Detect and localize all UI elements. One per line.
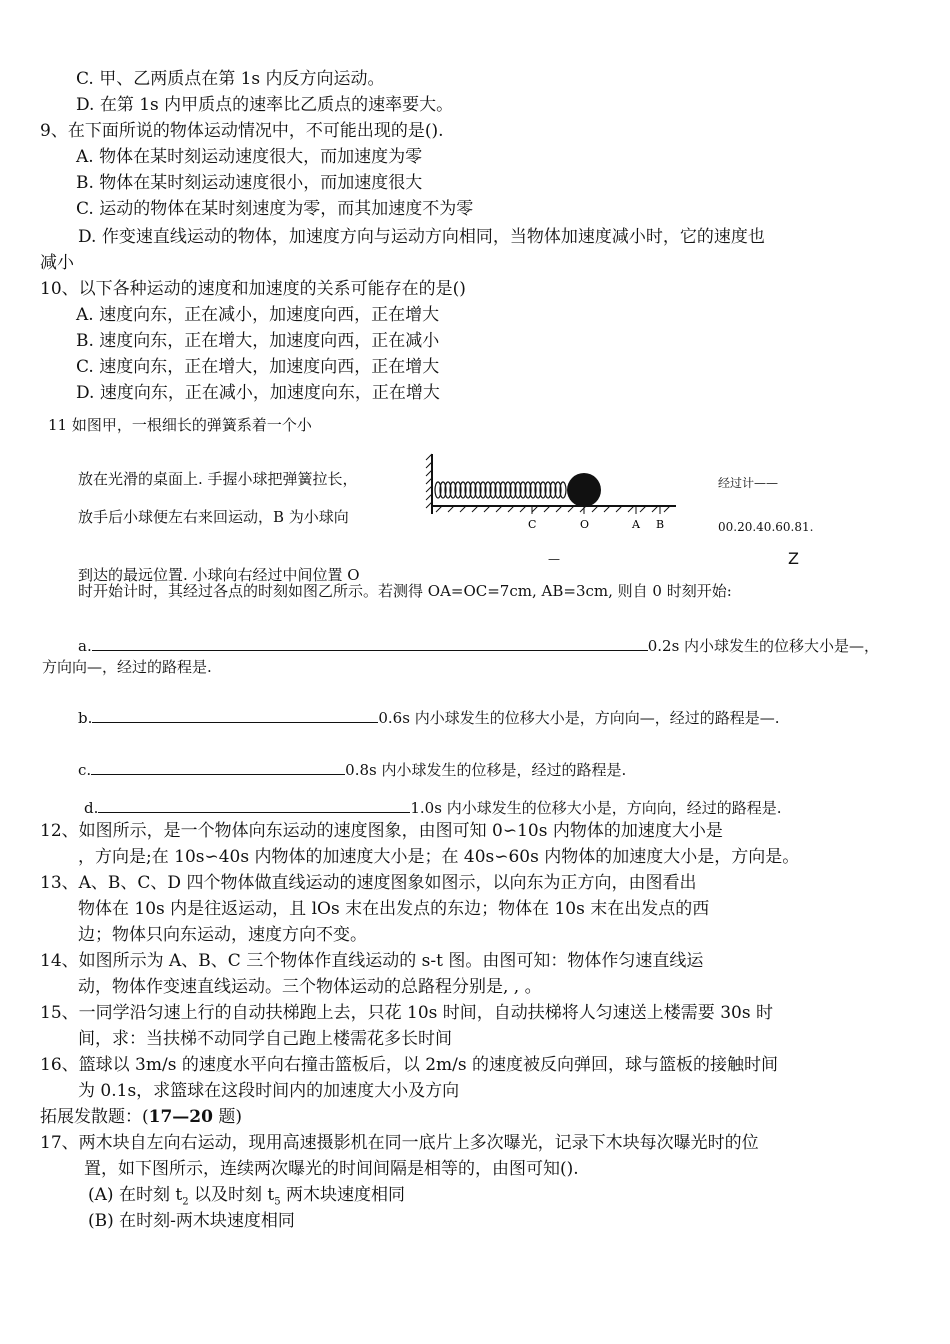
q17-option-a bbox=[88, 1184, 405, 1213]
q11-part-b bbox=[78, 706, 779, 729]
extension-heading-pre: 拓展发散题：( bbox=[40, 1107, 149, 1127]
q13-stem-cont1: 物体在 10s 内是往返运动，且 lOs 末在出发点的东边；物体在 10s 末在出发点的西 bbox=[78, 899, 710, 919]
q10-option-b: B. 速度向东，正在增大，加速度向西，正在减小 bbox=[76, 331, 440, 351]
q15-stem-cont: 间，求：当扶梯不动同学自己跑上楼需花多长时间 bbox=[78, 1029, 452, 1049]
spring-ball-figure bbox=[424, 448, 694, 538]
label-a: A bbox=[632, 518, 640, 531]
q16-stem: 16、篮球以 3m/s 的速度水平向右撞击篮板后，以 2m/s 的速度被反向弹回，球与篮板的接触时间 bbox=[40, 1055, 779, 1075]
q11-part-d bbox=[84, 796, 781, 819]
q16-stem-cont: 为 0.1s，求篮球在这段时间内的加速度大小及方向 bbox=[78, 1081, 460, 1101]
q11-figure-b-caption: 经过计—— bbox=[718, 476, 779, 490]
label-b: B bbox=[656, 518, 665, 531]
q11-text-line1: 放在光滑的桌面上. 手握小球把弹簧拉长， bbox=[78, 470, 358, 488]
q10-option-d: D. 速度向东，正在减小，加速度向东，正在增大 bbox=[76, 383, 440, 403]
q11-part-c-label: c. bbox=[78, 761, 92, 779]
q17-option-a-post: 两木块速度相同 bbox=[280, 1185, 405, 1205]
q11-part-b-label: b. bbox=[78, 709, 93, 727]
q11-text-line2: 放手后小球便左右来回运动，B 为小球向 bbox=[78, 508, 349, 526]
q17-option-b: (B) 在时刻-两木块速度相同 bbox=[88, 1211, 295, 1231]
q13-stem: 13、A、B、C、D 四个物体做直线运动的速度图象如图示，以向东为正方向，由图看出 bbox=[40, 873, 697, 893]
q11-text-line3: 到达的最远位置. 小球向右经过中间位置 O bbox=[78, 566, 360, 584]
q9-option-d-cont: 减小 bbox=[40, 253, 74, 273]
q11-part-a-text: 0.2s 内小球发生的位移大小是—， bbox=[647, 637, 880, 655]
spring-coil bbox=[435, 482, 566, 498]
q14-stem-cont: 动，物体作变速直线运动。三个物体运动的总路程分别是, , 。 bbox=[78, 977, 542, 997]
q11-text-line4: 时开始计时，其经过各点的时刻如图乙所示。若测得 OA=OC=7cm, AB=3cm, 则自 0 时刻开始: bbox=[78, 582, 732, 600]
answer-blank-c[interactable] bbox=[91, 758, 345, 775]
q9-option-b: B. 物体在某时刻运动速度很小，而加速度很大 bbox=[76, 173, 423, 193]
q9-option-d: D. 作变速直线运动的物体，加速度方向与运动方向相同，当物体加速度减小时，它的速度也 bbox=[78, 227, 765, 247]
q11-figure-mark-left: — bbox=[548, 552, 560, 566]
q11-part-d-text: 1.0s 内小球发生的位移大小是，方向向，经过的路程是. bbox=[410, 799, 782, 817]
q9-stem: 9、在下面所说的物体运动情况中，不可能出现的是(). bbox=[40, 121, 444, 141]
extension-heading-range: 17—20 bbox=[148, 1107, 213, 1127]
q17-stem: 17、两木块自左向右运动，现用高速摄影机在同一底片上多次曝光，记录下木块每次曝光时的位 bbox=[40, 1133, 759, 1153]
q11-part-d-label: d. bbox=[84, 799, 99, 817]
q15-stem: 15、一同学沿匀速上行的自动扶梯跑上去，只花 10s 时间，自动扶梯将人匀速送上楼需要 30s 时 bbox=[40, 1003, 773, 1023]
q9-option-c: C. 运动的物体在某时刻速度为零，而其加速度不为零 bbox=[76, 199, 474, 219]
q12-stem-cont: ，方向是;在 10s∽40s 内物体的加速度大小是；在 40s∽60s 内物体的加速度大小是，方向是。 bbox=[78, 847, 800, 867]
q17-option-a-mid: 以及时刻 t bbox=[188, 1185, 275, 1205]
extension-heading-post: 题) bbox=[212, 1107, 243, 1127]
q11-part-a-label: a. bbox=[78, 637, 92, 655]
q10-stem: 10、以下各种运动的速度和加速度的关系可能存在的是() bbox=[40, 279, 466, 299]
q8-option-d: D. 在第 1s 内甲质点的速率比乙质点的速率要大。 bbox=[76, 95, 454, 115]
q17-stem-cont: 置，如下图所示，连续两次曝光的时间间隔是相等的，由图可知(). bbox=[84, 1159, 579, 1179]
q11-part-a-cont: 方向向—，经过的路程是. bbox=[42, 658, 212, 676]
q11-figure-b-times: 00.20.40.60.81. bbox=[718, 520, 814, 534]
left-wall bbox=[426, 454, 432, 514]
q12-stem: 12、如图所示，是一个物体向东运动的速度图象，由图可知 0∽10s 内物体的加速度大小是 bbox=[40, 821, 723, 841]
q8-option-c: C. 甲、乙两质点在第 1s 内反方向运动。 bbox=[76, 69, 385, 89]
q13-stem-cont2: 边；物体只向东运动，速度方向不变。 bbox=[78, 925, 367, 945]
label-o: O bbox=[580, 518, 590, 531]
q9-option-a: A. 物体在某时刻运动速度很大，而加速度为零 bbox=[76, 147, 423, 167]
q17-option-a-pre: (A) 在时刻 t bbox=[88, 1185, 183, 1205]
answer-blank-b[interactable] bbox=[92, 706, 378, 723]
q11-part-c-text: 0.8s 内小球发生的位移是，经过的路程是. bbox=[345, 761, 627, 779]
ball bbox=[567, 473, 601, 507]
q17-option-a-sub2: 5 bbox=[274, 1196, 281, 1208]
table-surface bbox=[432, 506, 676, 512]
q11-part-c bbox=[78, 758, 626, 781]
answer-blank-a[interactable] bbox=[92, 634, 648, 651]
label-c: C bbox=[528, 518, 537, 531]
extension-heading bbox=[40, 1106, 242, 1128]
q11-figure-mark-right: Z bbox=[788, 549, 799, 568]
q17-option-a-sub1: 2 bbox=[182, 1196, 189, 1208]
position-ticks bbox=[532, 506, 660, 514]
q14-stem: 14、如图所示为 A、B、C 三个物体作直线运动的 s-t 图。由图可知：物体作匀速直线运 bbox=[40, 951, 704, 971]
q10-option-c: C. 速度向东，正在增大，加速度向西，正在增大 bbox=[76, 357, 440, 377]
q11-part-a bbox=[78, 634, 879, 657]
q11-heading: 11 如图甲，一根细长的弹簧系着一个小 bbox=[48, 416, 312, 434]
q10-option-a: A. 速度向东，正在减小，加速度向西，正在增大 bbox=[76, 305, 440, 325]
answer-blank-d[interactable] bbox=[98, 796, 410, 813]
q11-part-b-text: 0.6s 内小球发生的位移大小是，方向向—，经过的路程是—. bbox=[378, 709, 780, 727]
